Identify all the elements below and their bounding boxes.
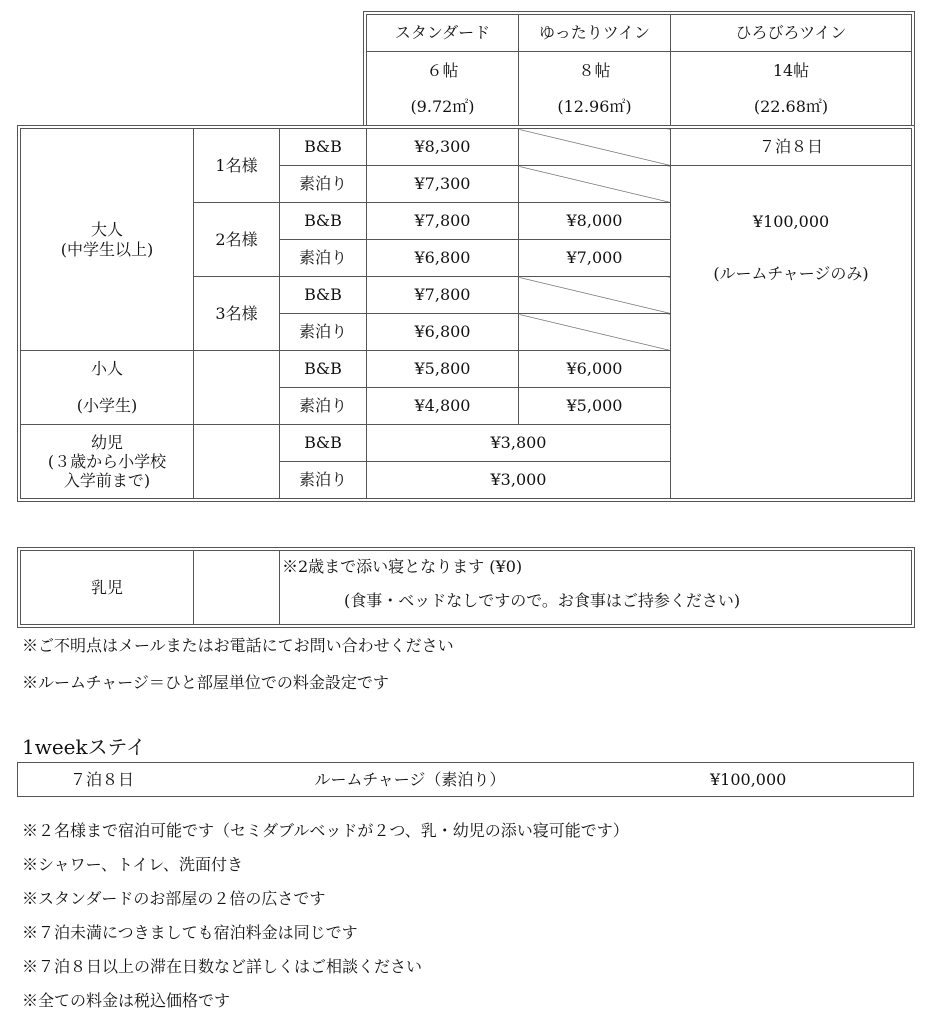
rate-table xyxy=(20,128,912,499)
plan-room-only: 素泊り xyxy=(280,166,367,203)
size-twin xyxy=(519,52,671,126)
price-cell: ¥5,000 xyxy=(519,388,671,425)
size-wide-twin xyxy=(671,52,912,126)
adult-two-label: 2名様 xyxy=(194,203,280,277)
adult-label: 大人 xyxy=(90,219,123,239)
child-count-blank xyxy=(194,351,280,425)
plan-bb: B&B xyxy=(280,203,367,240)
category-child xyxy=(21,351,194,425)
price-cell: ¥8,300 xyxy=(367,129,519,166)
wide-twin-note: (ルームチャージのみ) xyxy=(713,264,869,283)
toddler-sub-1: (３歳から小学校 xyxy=(47,452,167,471)
plan-room-only: 素泊り xyxy=(280,314,367,351)
adult-sub: (中学生以上) xyxy=(60,239,154,259)
toddler-sub-2: 入学前まで) xyxy=(63,471,151,490)
week-stay-nights: ７泊８日 xyxy=(70,769,135,789)
infant-note-line-2: (食事・ベッドなしですので。お食事はご持参ください) xyxy=(344,591,741,610)
area-twin: (12.96㎡) xyxy=(557,96,632,116)
price-cell: ¥8,000 xyxy=(519,203,671,240)
note-longer-stay: ※７泊８日以上の滞在日数など詳しくはご相談ください xyxy=(22,957,423,976)
area-wide-twin: (22.68㎡) xyxy=(753,96,829,116)
tatami-wide-twin: 14帖 xyxy=(772,60,810,80)
price-cell: ¥7,800 xyxy=(367,203,519,240)
price-cell: ¥6,000 xyxy=(519,351,671,388)
category-toddler xyxy=(21,425,194,499)
note-tax: ※全ての料金は税込価格です xyxy=(22,991,231,1010)
child-sub: (小学生) xyxy=(76,396,138,415)
wide-twin-price: ¥100,000 xyxy=(752,212,830,231)
toddler-label: 幼児 xyxy=(90,433,123,452)
week-stay-table xyxy=(20,765,911,794)
note-inquiry: ※ご不明点はメールまたはお電話にてお問い合わせください xyxy=(22,636,454,655)
week-stay-plan: ルームチャージ（素泊り） xyxy=(314,769,506,789)
week-stay-price: ¥100,000 xyxy=(710,769,787,789)
header-twin: ゆったりツイン xyxy=(519,15,671,52)
tatami-twin: ８帖 xyxy=(578,60,611,80)
wide-twin-rate xyxy=(671,166,912,499)
note-room-charge: ※ルームチャージ＝ひと部屋単位での料金設定です xyxy=(22,673,389,692)
price-cell: ¥7,800 xyxy=(367,277,519,314)
price-cell: ¥6,800 xyxy=(367,240,519,277)
plan-bb: B&B xyxy=(280,277,367,314)
plan-room-only: 素泊り xyxy=(280,388,367,425)
price-cell: ¥4,800 xyxy=(367,388,519,425)
note-under-seven: ※７泊未満につきましても宿泊料金は同じです xyxy=(22,923,358,942)
note-capacity: ※２名様まで宿泊可能です（セミダブルベッドが２つ、乳・幼児の添い寝可能です） xyxy=(22,821,629,840)
plan-bb: B&B xyxy=(280,425,367,462)
price-cell: ¥7,300 xyxy=(367,166,519,203)
adult-one-label: 1名様 xyxy=(194,129,280,203)
infant-table xyxy=(20,550,912,625)
price-cell: ¥3,800 xyxy=(367,425,671,462)
note-facilities: ※シャワー、トイレ、洗面付き xyxy=(22,855,243,874)
not-available-cell xyxy=(519,277,671,314)
header-wide-twin: ひろびろツイン xyxy=(671,15,912,52)
infant-note-line-1: ※2歳まで添い寝となります (¥0) xyxy=(282,557,523,576)
size-standard xyxy=(367,52,519,126)
plan-room-only: 素泊り xyxy=(280,240,367,277)
price-cell: ¥3,000 xyxy=(367,462,671,499)
wide-twin-nights: ７泊８日 xyxy=(671,129,912,166)
area-standard: (9.72㎡) xyxy=(410,96,475,116)
child-label: 小人 xyxy=(90,359,123,378)
not-available-cell xyxy=(519,166,671,203)
plan-room-only: 素泊り xyxy=(280,462,367,499)
price-cell: ¥7,000 xyxy=(519,240,671,277)
price-cell: ¥5,800 xyxy=(367,351,519,388)
category-adult xyxy=(21,129,194,351)
infant-note xyxy=(280,551,912,625)
price-cell: ¥6,800 xyxy=(367,314,519,351)
not-available-cell xyxy=(519,129,671,166)
toddler-count-blank xyxy=(194,425,280,499)
adult-three-label: 3名様 xyxy=(194,277,280,351)
not-available-cell xyxy=(519,314,671,351)
infant-label: 乳児 xyxy=(21,551,194,625)
plan-bb: B&B xyxy=(280,351,367,388)
note-size: ※スタンダードのお部屋の２倍の広さです xyxy=(22,889,326,908)
infant-count-blank xyxy=(194,551,280,625)
plan-bb: B&B xyxy=(280,129,367,166)
week-stay-title: 1weekステイ xyxy=(22,735,146,759)
tatami-standard: ６帖 xyxy=(426,60,459,80)
room-type-header-table xyxy=(366,14,912,126)
header-standard: スタンダード xyxy=(367,15,519,52)
